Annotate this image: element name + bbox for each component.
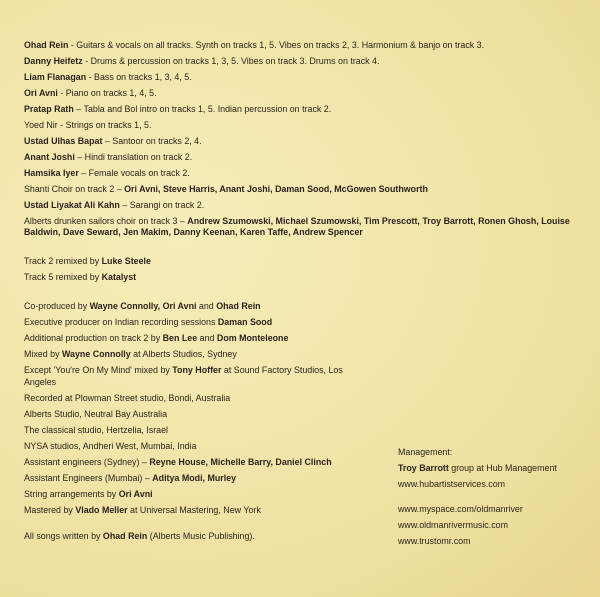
production-line: Assistant engineers (Sydney) – Reyne House, Michelle Barry, Daniel Clinch [24,456,332,467]
credit-line: Yoed Nir - Strings on tracks 1, 5. [24,119,152,130]
credit-name: Pratap Rath [24,103,74,114]
credit-line: Ustad Liyakat Ali Kahn – Sarangi on track 2. [24,199,205,210]
remixer-name: Katalyst [101,272,137,283]
credit-name: Ustad Ulhas Bapat [24,135,103,146]
management-line: Troy Barrott group at Hub Management [398,462,557,473]
production-line: Recorded at Plowman Street studio, Bondi, Australia [24,392,231,403]
production-line: Co-produced by Wayne Connolly, Ori Avni and Ohad Rein [24,301,261,312]
remix-line: Track 5 remixed by Katalyst [24,272,137,283]
production-line: NYSA studios, Andheri West, Mumbai, India [24,440,197,451]
songwriter-line: All songs written by Ohad Rein (Alberts Music Publishing). [24,530,255,541]
section-gap [24,288,580,301]
management-site-link[interactable]: www.hubartistservices.com [398,478,506,489]
credit-name: Ustad Liyakat Ali Kahn [24,199,120,210]
credit-line: Hamsika Iyer – Female vocals on track 2. [24,167,190,178]
credit-name: Yoed Nir [24,119,58,130]
website-link[interactable]: www.oldmanrivermusic.com [398,520,508,531]
credit-line: Ori Avni - Piano on tracks 1, 4, 5. [24,87,157,98]
production-line: Except 'You're On My Mind' mixed by Tony Hoffer at Sound Factory Studios, Los Angeles [24,365,343,387]
credit-name: Ori Avni [24,87,58,98]
production-line: The classical studio, Hertzelia, Israel [24,424,169,435]
credit-name: Anant Joshi [24,151,75,162]
production-line: Executive producer on Indian recording sessions Daman Sood [24,317,273,328]
credit-name: Hamsika Iyer [24,167,79,178]
website-link[interactable]: www.trustomr.com [398,535,471,546]
credit-name: Ohad Rein [24,40,69,50]
credit-name: Danny Heifetz [24,55,83,66]
remixer-name: Luke Steele [101,256,151,267]
credit-line: Ustad Ulhas Bapat – Santoor on tracks 2, 4. [24,135,202,146]
production-line: Assistant Engineers (Mumbai) – Aditya Modi, Murley [24,472,237,483]
credit-line: Ohad Rein - Guitars & vocals on all tracks. Synth on tracks 1, 5. Vibes on tracks 2, 3. Harmonium & banjo on track 3. [24,40,485,50]
production-line: Additional production on track 2 by Ben Lee and Dom Monteleone [24,333,289,344]
credit-line: Pratap Rath – Tabla and Bol intro on tracks 1, 5. Indian percussion on track 2. [24,103,332,114]
credit-name: Andrew Szumowski, Michael Szumowski, Tim Prescott, Troy Barrott, Ronen Ghosh, Louise Baldwin, Dave Seward, Jen Makim, Danny Keenan, Karen Taffe, Andrew Spencer [24,215,570,238]
management-label: Management: [398,447,453,457]
credit-line: Liam Flanagan - Bass on tracks 1, 3, 4, 5. [24,71,192,82]
section-gap [398,494,588,504]
credit-line: Anant Joshi – Hindi translation on track 2. [24,151,193,162]
credit-line: Alberts drunken sailors choir on track 3 – Andrew Szumowski, Michael Szumowski, Tim Prescott, Troy Barrott, Ronen Ghosh, Louise Baldwin, Dave Seward, Jen Makim, Danny Keenan, Karen Taffe, Andrew Spencer [24,215,570,238]
management-block [398,447,588,552]
production-line: Mastered by Vlado Meller at Universal Mastering, New York [24,504,261,515]
production-block [24,301,354,542]
production-line: String arrangements by Ori Avni [24,488,153,499]
credit-name: Ori Avni, Steve Harris, Anant Joshi, Daman Sood, McGowen Southworth [124,183,428,194]
credit-line: Danny Heifetz - Drums & percussion on tracks 1, 3, 5. Vibes on track 3. Drums on track 4. [24,55,380,66]
section-gap [24,521,354,531]
production-line: Mixed by Wayne Connolly at Alberts Studios, Sydney [24,349,237,360]
section-gap [24,243,580,256]
production-line: Alberts Studio, Neutral Bay Australia [24,408,168,419]
credit-line: Shanti Choir on track 2 – Ori Avni, Steve Harris, Anant Joshi, Daman Sood, McGowen Southworth [24,183,428,194]
remix-line: Track 2 remixed by Luke Steele [24,256,151,267]
credit-name: Liam Flanagan [24,71,87,82]
website-link[interactable]: www.myspace.com/oldmanriver [398,504,523,515]
